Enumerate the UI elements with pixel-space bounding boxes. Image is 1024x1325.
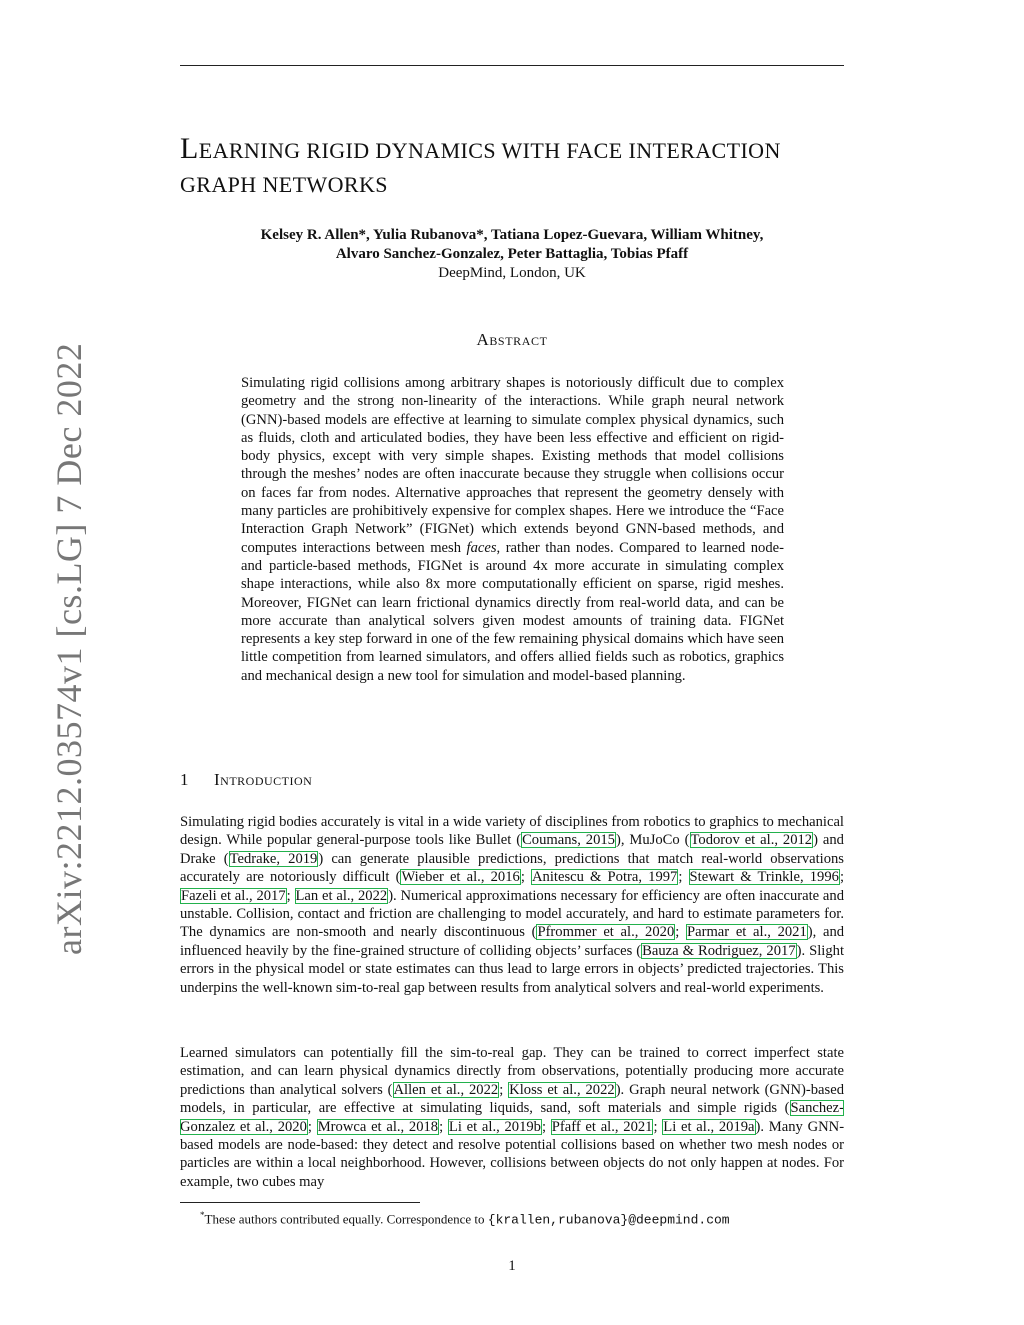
text-run: ;: [439, 1118, 448, 1135]
citation-link[interactable]: Allen et al., 2022: [393, 1081, 499, 1098]
citation-link[interactable]: Wieber et al., 2016: [401, 869, 520, 886]
text-run: ;: [678, 869, 689, 886]
section-heading-introduction: [180, 770, 844, 790]
text-run: Learned simulators can potentially fill the sim-to-real gap. They can be trained to correct imperfect state estimation, and can learn physical dynamics directly from observations, potentially producing more accurate predictions than analytical solvers (: [180, 1045, 844, 1098]
text-run: ;: [520, 869, 532, 886]
title-line1: EARNING RIGID DYNAMICS WITH FACE INTERACTION: [198, 138, 781, 163]
page-number: 1: [508, 1258, 516, 1274]
author-line-1: Kelsey R. Allen*, Yulia Rubanova*, Tatiana Lopez-Guevara, William Whitney,: [260, 227, 764, 243]
footnote-rule: [180, 1202, 420, 1203]
text-run: ;: [286, 887, 295, 904]
abstract-body: [241, 374, 784, 685]
text-run: ). Slight errors in the physical model or state estimates can thus lead to large errors in objects’ predicted trajectories. This underpins the well-known sim-to-real gap between results from analytical solvers and real-world experiments.: [180, 942, 845, 996]
citation-link[interactable]: Lan et al., 2022: [295, 887, 388, 904]
author-line-2: Alvaro Sanchez-Gonzalez, Peter Battaglia, Tobias Pfaff: [335, 246, 689, 262]
footnote: [200, 1207, 840, 1228]
citation-link[interactable]: Anitescu & Potra, 1997: [532, 869, 678, 886]
citation-link[interactable]: Tedrake, 2019: [229, 850, 318, 867]
footnote-marker: *: [200, 1210, 205, 1220]
abstract-emphasis: faces: [466, 539, 497, 556]
intro-paragraph-2: [180, 1044, 844, 1191]
citation-link[interactable]: Fazeli et al., 2017: [181, 887, 286, 904]
citation-link[interactable]: Li et al., 2019b: [448, 1118, 541, 1135]
abstract-text-2: , rather than nodes. Compared to learned node- and particle-based methods, FIGNet is around 4x more accurate in simulating complex shape interactions, while also 8x more computationally efficient on sparse, rigid meshes. Moreover, FIGNet can learn frictional dynamics directly from real-world data, and can be more accurate than analytical solvers given modest amounts of training data. FIGNet represents a key step forward in one of the few remaining physical domains which have seen little competition from learned simulators, and offers allied fields such as robotics, graphics and mechanical design a new tool for simulation and model-based planning.: [241, 539, 784, 684]
abstract-text-1: Simulating rigid collisions among arbitrary shapes is notoriously difficult due to complex geometry and the strong non-linearity of the interactions. While graph neural network (GNN)-based models are effective at learning to simulate complex physical dynamics, such as fluids, cloth and articulated bodies, they have been less effective and efficient on rigid-body physics, except with very simple shapes. Existing methods that model collisions through the meshes’ nodes are often inaccurate because they struggle when collisions occur on faces far from nodes. Alternative approaches that represent the geometry densely with many particles are prohibitively expensive for complex shapes. Here we introduce the “Face Interaction Graph Network” (FIGNet) which extends beyond GNN-based methods, and computes interactions between mesh: [241, 375, 784, 556]
text-run: ), MuJoCo (: [615, 832, 690, 849]
citation-link[interactable]: Li et al., 2019a: [663, 1118, 755, 1135]
text-run: ), and influenced heavily by the fine-grained structure of colliding objects’ surfaces (: [180, 924, 845, 959]
author-block: [180, 226, 844, 283]
text-run: ). Numerical approximations necessary for efficiency are often inaccurate and unstable. Collision, contact and friction are challenging to model accurately, and hard to estimate parameters for. The dynamics are non-smooth and nearly discontinuous (: [180, 887, 844, 941]
section-number: 1: [180, 770, 189, 789]
citation-link[interactable]: Pfrommer et al., 2020: [537, 924, 675, 941]
text-run: ;: [653, 1118, 663, 1135]
citation-link[interactable]: Coumans, 2015: [522, 832, 615, 849]
citation-link[interactable]: Todorov et al., 2012: [690, 832, 813, 849]
text-run: ) and Drake (: [180, 832, 844, 867]
affiliation: DeepMind, London, UK: [438, 265, 586, 281]
intro-paragraph-1: [180, 813, 844, 997]
text-run: ;: [307, 1118, 317, 1135]
text-run: ) can generate plausible predictions, predictions that match real-world observations accurately are notoriously difficult (: [180, 850, 844, 886]
abstract-heading: Abstract: [476, 330, 548, 349]
paper-title: [180, 132, 850, 202]
text-run: ). Graph neural network (GNN)-based models, in particular, are effective at simulating liquids, sand, soft materials and simple rigids (: [180, 1081, 844, 1117]
citation-link[interactable]: Mrowca et al., 2018: [317, 1118, 439, 1135]
text-run: ;: [839, 869, 844, 886]
section-title: Introduction: [214, 770, 313, 789]
text-run: Simulating rigid bodies accurately is vital in a wide variety of disciplines from robotics to graphics to mechanical design. While popular general-purpose tools like Bullet (: [180, 814, 844, 849]
citation-link[interactable]: Parmar et al., 2021: [687, 924, 807, 941]
citation-link[interactable]: Bauza & Rodriguez, 2017: [642, 942, 796, 959]
arxiv-stamp: arXiv:2212.03574v1 [cs.LG] 7 Dec 2022: [49, 342, 89, 955]
citation-link[interactable]: Pfaff et al., 2021: [551, 1118, 653, 1135]
title-line2: GRAPH NETWORKS: [180, 172, 388, 197]
text-run: ;: [541, 1118, 551, 1135]
citation-link[interactable]: Stewart & Trinkle, 1996: [689, 869, 839, 886]
footnote-text: These authors contributed equally. Correspondence to: [204, 1211, 488, 1227]
footnote-email[interactable]: {krallen,rubanova}@deepmind.com: [487, 1212, 730, 1228]
top-rule: [180, 65, 844, 66]
citation-link[interactable]: Sanchez-Gonzalez et al., 2020: [180, 1100, 844, 1135]
text-run: ). Many GNN-based models are node-based: they detect and resolve potential collisions based on whether two mesh nodes or particles are within a local neighborhood. However, collisions between objects do not only happen at nodes. For example, two cubes may: [180, 1118, 845, 1190]
title-first-letter: L: [180, 132, 199, 165]
citation-link[interactable]: Kloss et al., 2022: [509, 1081, 615, 1098]
text-run: ;: [675, 924, 686, 941]
text-run: ;: [499, 1081, 509, 1098]
